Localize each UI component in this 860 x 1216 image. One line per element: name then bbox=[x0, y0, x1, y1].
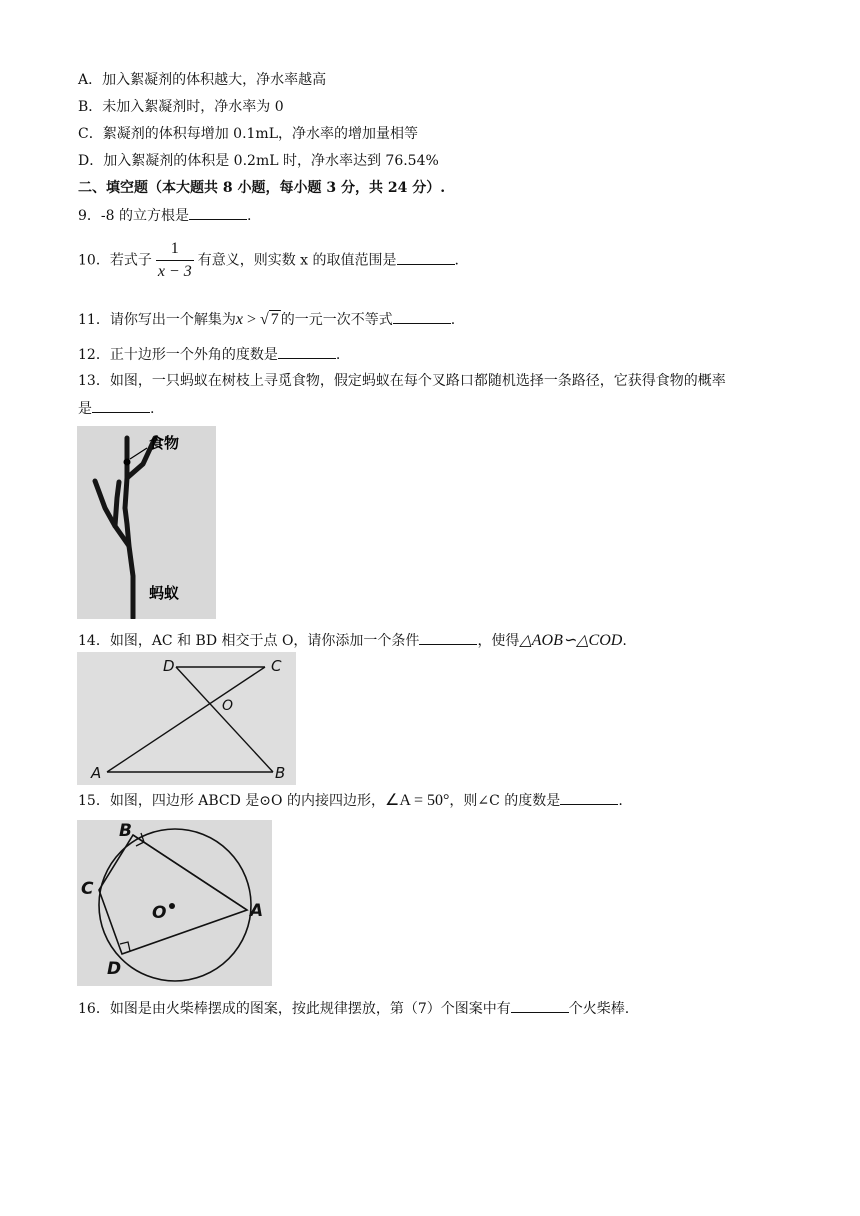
q16-prefix: 16．如图是由火柴棒摆成的图案，按此规律摆放，第（7）个图案中有 bbox=[78, 1001, 511, 1017]
label-a: A bbox=[91, 764, 102, 782]
q9-text: 9．-8 的立方根是 bbox=[78, 208, 189, 224]
label-c: C bbox=[81, 879, 94, 899]
intersecting-lines-figure bbox=[77, 652, 296, 785]
question-13-line2 bbox=[78, 398, 154, 419]
q11-suffix: 的一元一次不等式 bbox=[280, 312, 393, 328]
radicand: 7 bbox=[270, 311, 279, 328]
ant-label: 蚂蚁 bbox=[149, 584, 180, 602]
option-d: D．加入絮凝剂的体积是 0.2mL 时，净水率达到 76.54% bbox=[78, 153, 439, 169]
label-d: D bbox=[163, 657, 175, 675]
fraction-numerator: 1 bbox=[156, 238, 194, 261]
q14-prefix: 14．如图，AC 和 BD 相交于点 O，请你添加一个条件 bbox=[78, 633, 420, 649]
label-d: D bbox=[107, 959, 122, 979]
q16-suffix: 个火柴棒. bbox=[568, 1001, 630, 1017]
question-15 bbox=[78, 790, 623, 811]
question-12 bbox=[78, 344, 340, 365]
math-variable: x bbox=[235, 311, 243, 328]
q14-mid: ，使得 bbox=[477, 633, 520, 649]
q9-end: . bbox=[247, 208, 252, 224]
q13-line2: 是 bbox=[78, 401, 92, 417]
q11-end: . bbox=[450, 312, 456, 328]
section-heading: 二、填空题（本大题共 8 小题，每小题 3 分，共 24 分）. bbox=[78, 180, 446, 196]
left-twig bbox=[115, 482, 119, 526]
q12-end: . bbox=[335, 347, 341, 363]
q10-end: . bbox=[454, 252, 459, 269]
inscribed-quadrilateral-diagram bbox=[77, 820, 272, 986]
intersecting-lines-diagram bbox=[77, 652, 296, 785]
math-relation: > bbox=[242, 311, 260, 328]
answer-blank bbox=[92, 398, 150, 413]
label-b: B bbox=[119, 821, 132, 841]
label-b: B bbox=[275, 764, 286, 782]
answer-blank bbox=[511, 998, 569, 1013]
q10-prefix: 10．若式子 bbox=[78, 252, 152, 269]
q11-prefix: 11．请你写出一个解集为 bbox=[78, 312, 236, 328]
question-14 bbox=[78, 630, 627, 651]
q12-text: 12．正十边形一个外角的度数是 bbox=[78, 347, 278, 363]
radical-sign: √ bbox=[259, 311, 269, 328]
tree-branch-diagram bbox=[77, 426, 216, 619]
segment-db bbox=[176, 667, 273, 772]
q15-prefix: 15．如图，四边形 ABCD 是⊙O 的内接四边形， bbox=[78, 793, 385, 809]
answer-blank bbox=[397, 250, 455, 265]
question-13-line1: 13．如图，一只蚂蚁在树枝上寻觅食物，假定蚂蚁在每个叉路口都随机选择一条路径，它获得食物的概率 bbox=[78, 373, 726, 389]
segment-ca bbox=[107, 667, 265, 772]
q13-end: . bbox=[150, 401, 155, 417]
option-a: A．加入絮凝剂的体积越大，净水率越高 bbox=[78, 72, 327, 88]
answer-blank bbox=[393, 309, 451, 324]
center-dot bbox=[169, 903, 175, 909]
trunk bbox=[125, 508, 133, 618]
fraction bbox=[156, 238, 194, 283]
similarity-statement: △AOB∽△COD bbox=[519, 632, 623, 649]
label-c: C bbox=[271, 657, 282, 675]
question-16 bbox=[78, 998, 629, 1019]
food-dot bbox=[124, 459, 131, 466]
question-10 bbox=[78, 238, 459, 283]
label-o: O bbox=[222, 698, 234, 714]
answer-blank bbox=[560, 790, 618, 805]
segment-ba bbox=[133, 835, 247, 910]
q10-suffix: 有意义，则实数 x 的取值范围是 bbox=[197, 252, 397, 269]
option-b: B．未加入絮凝剂时，净水率为 0 bbox=[78, 99, 284, 115]
q15-end: . bbox=[618, 793, 623, 809]
tree-branch-figure bbox=[77, 426, 216, 619]
right-angle-d bbox=[120, 942, 130, 951]
q14-end: . bbox=[622, 633, 627, 649]
food-label: 食物 bbox=[149, 434, 180, 452]
label-o: O bbox=[152, 903, 167, 923]
middle-branch bbox=[125, 438, 127, 508]
answer-blank bbox=[419, 630, 477, 645]
answer-blank bbox=[189, 205, 247, 220]
fraction-denominator: x − 3 bbox=[157, 263, 192, 280]
label-a: A bbox=[250, 901, 264, 921]
inscribed-quadrilateral-figure bbox=[77, 820, 272, 986]
option-c: C．絮凝剂的体积每增加 0.1mL，净水率的增加量相等 bbox=[78, 126, 418, 142]
q15-mid: ，则∠C 的度数是 bbox=[449, 793, 561, 809]
answer-blank bbox=[278, 344, 336, 359]
question-9 bbox=[78, 205, 251, 226]
question-11 bbox=[78, 309, 455, 330]
given-angle: ∠A = 50° bbox=[384, 792, 450, 809]
